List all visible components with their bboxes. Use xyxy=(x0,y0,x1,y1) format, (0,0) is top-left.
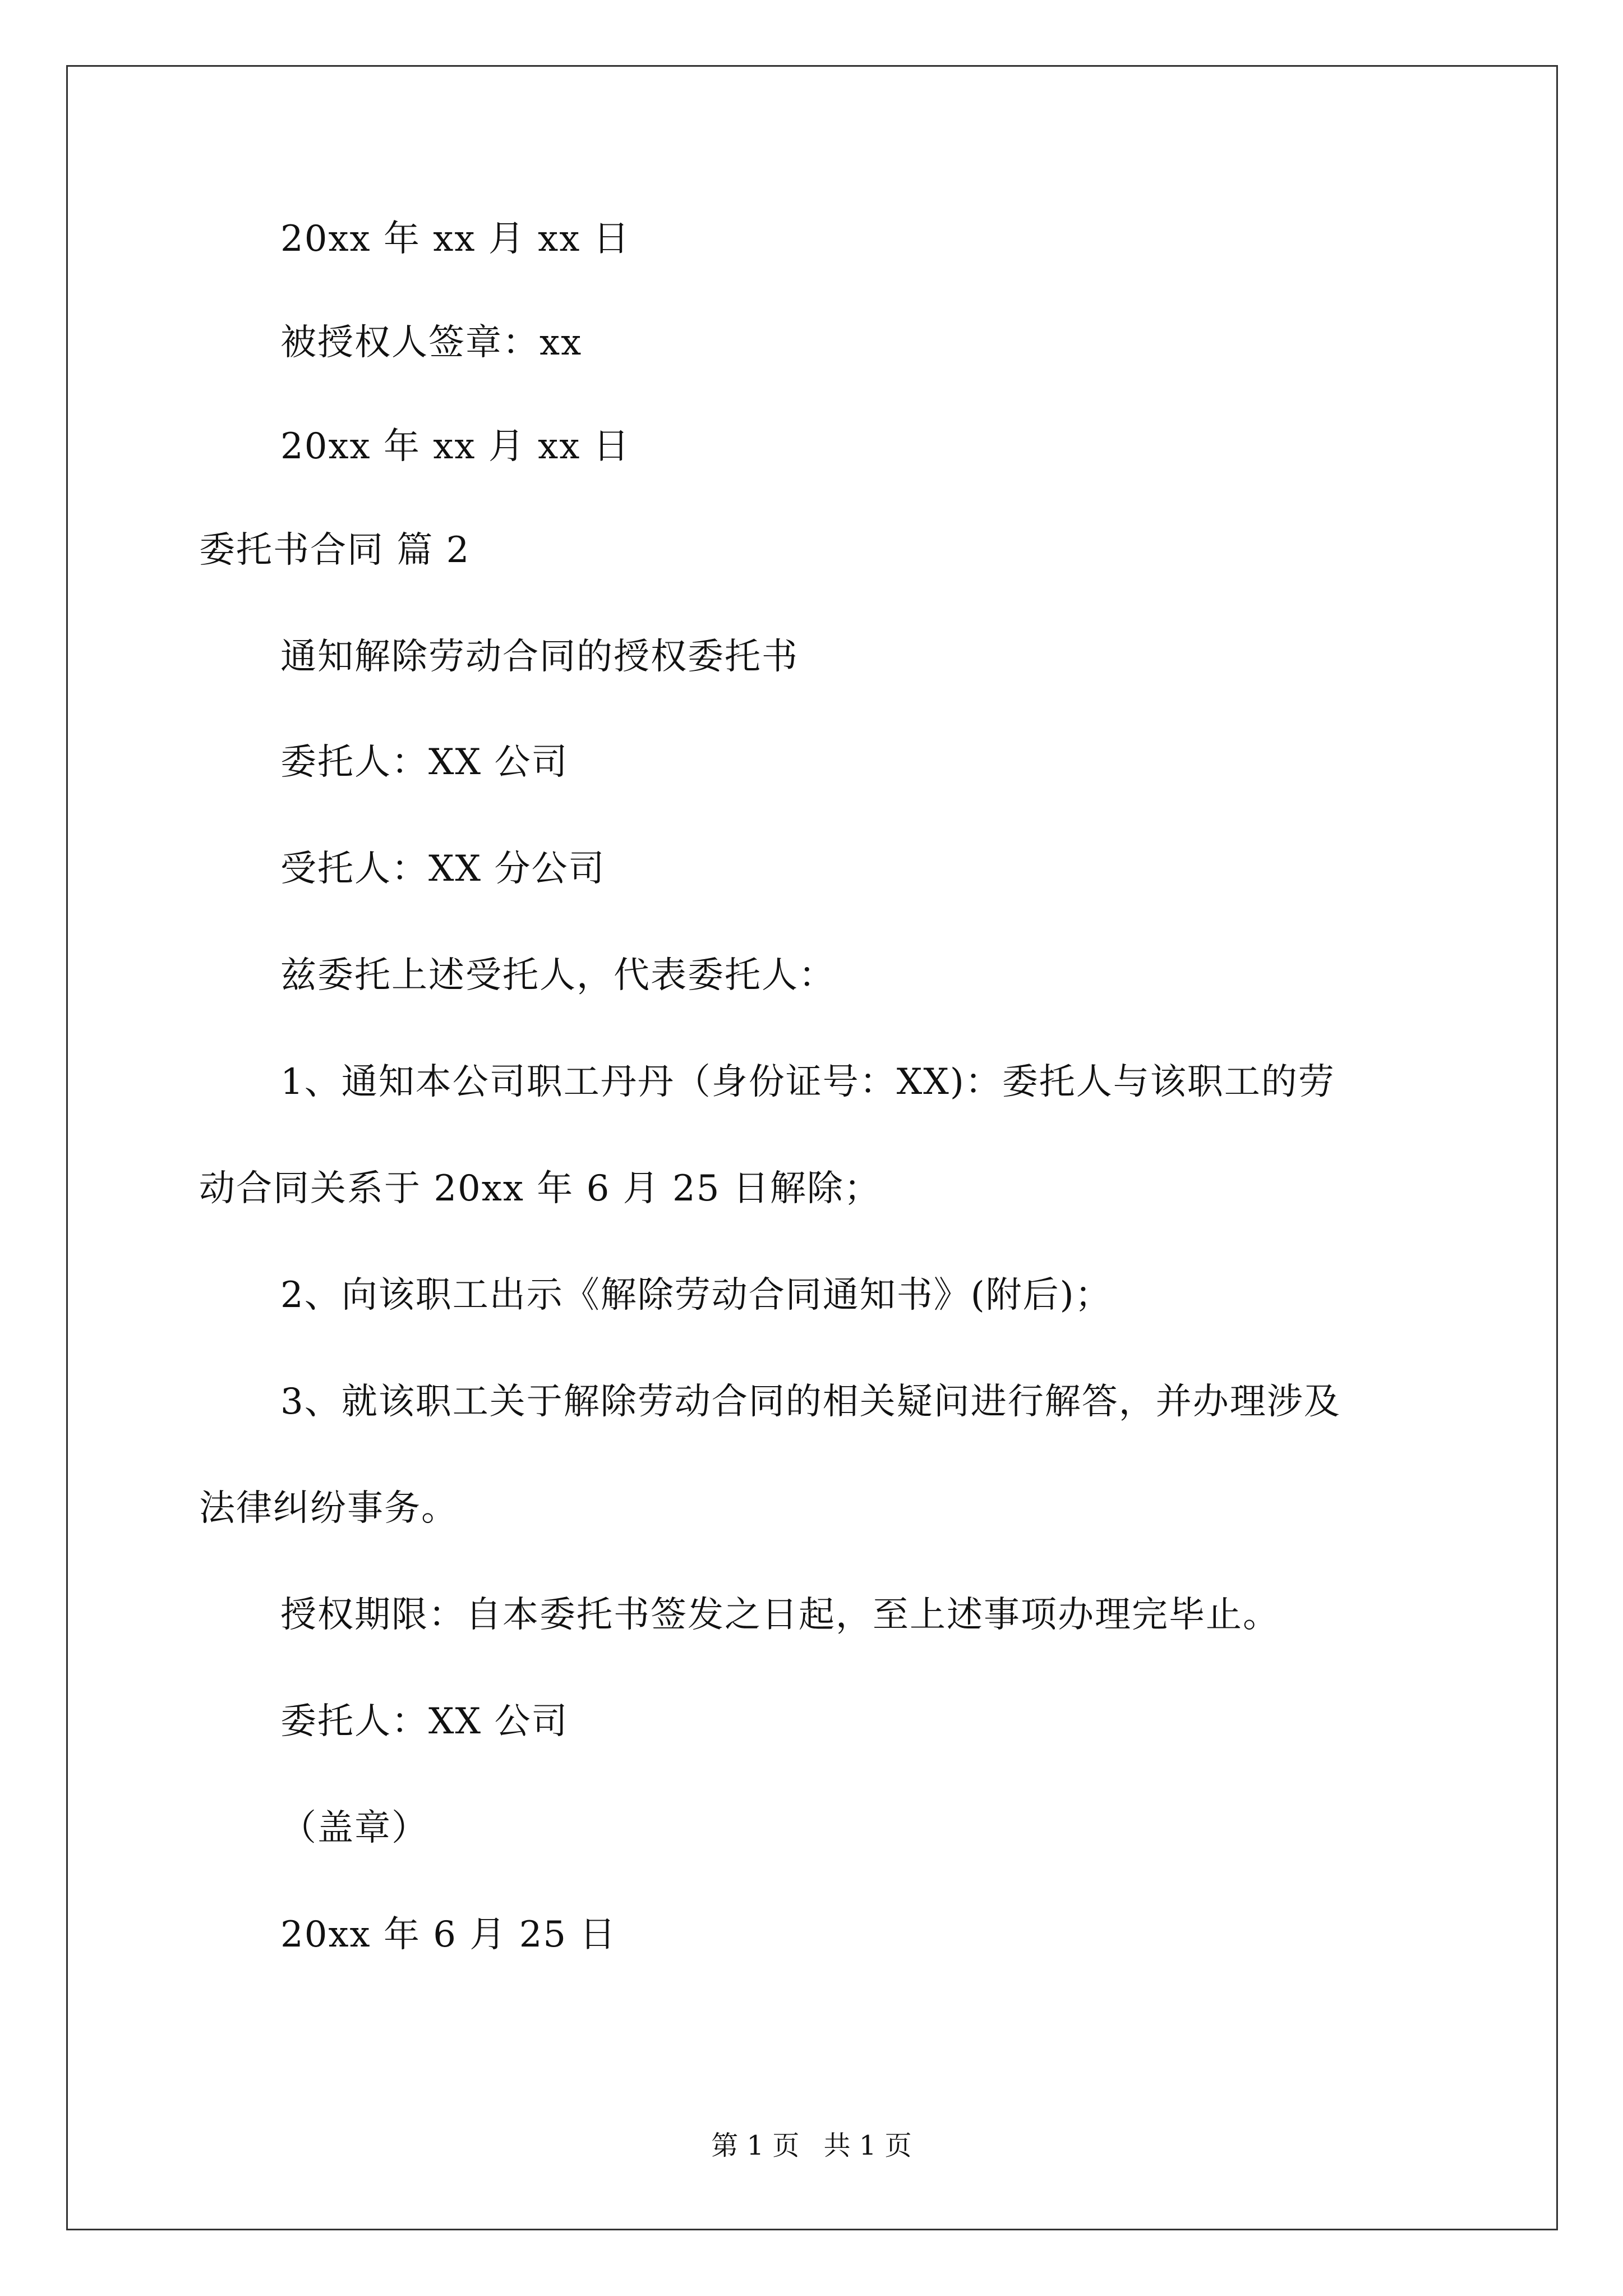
page-footer xyxy=(0,2129,1623,2162)
principal-line: 委托人：XX 公司 xyxy=(280,1701,569,1742)
seal-line: （盖章） xyxy=(280,1807,428,1849)
paragraph: 3、就该职工关于解除劳动合同的相关疑问进行解答，并办理涉及 xyxy=(280,1381,1341,1423)
document-title: 通知解除劳动合同的授权委托书 xyxy=(280,636,799,678)
page-total: 共 1 页 xyxy=(823,2130,912,2161)
agent-line: 受托人：XX 分公司 xyxy=(280,848,606,890)
paragraph: 1、通知本公司职工丹丹（身份证号：XX)：委托人与该职工的劳 xyxy=(280,1061,1335,1103)
section-heading: 委托书合同 篇 2 xyxy=(199,530,471,571)
paragraph: 2、向该职工出示《解除劳动合同通知书》(附后)； xyxy=(280,1274,1112,1316)
date-line: 20xx 年 xx 月 xx 日 xyxy=(280,218,630,260)
paragraph: 授权期限：自本委托书签发之日起，至上述事项办理完毕止。 xyxy=(280,1594,1280,1636)
date-line: 20xx 年 6 月 25 日 xyxy=(280,1914,617,1955)
page-number: 第 1 页 xyxy=(711,2130,800,2161)
paragraph-continuation: 法律纠纷事务。 xyxy=(199,1488,458,1529)
paragraph-continuation: 动合同关系于 20xx 年 6 月 25 日解除； xyxy=(199,1168,881,1209)
signature-line: 被授权人签章：xx xyxy=(280,322,583,364)
date-line: 20xx 年 xx 月 xx 日 xyxy=(280,426,630,467)
principal-line: 委托人：XX 公司 xyxy=(280,742,569,783)
document-body xyxy=(199,213,1433,1961)
paragraph: 兹委托上述受托人，代表委托人： xyxy=(280,955,836,996)
